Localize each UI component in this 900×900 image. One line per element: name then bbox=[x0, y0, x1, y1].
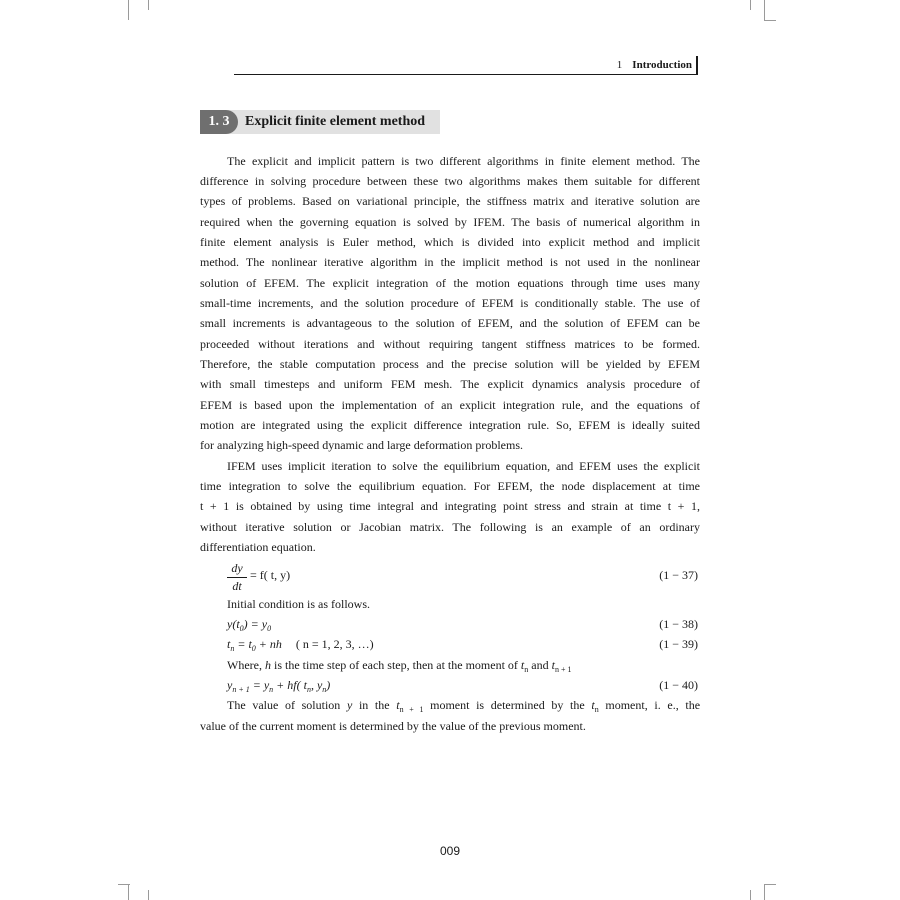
page-number: 009 bbox=[439, 844, 461, 858]
crop-mark bbox=[764, 20, 776, 21]
text-span: in the bbox=[352, 698, 397, 712]
paragraph-line: motion are integrated using the explicit difference integration rule. So, EFEM is ideally suited bbox=[200, 418, 700, 432]
text-span: t bbox=[396, 698, 400, 712]
paragraph-line: without iterative solution or Jacobian matrix. The following is an example of an ordinary bbox=[200, 520, 700, 534]
crop-mark bbox=[764, 884, 776, 885]
crop-mark bbox=[148, 0, 149, 10]
paragraph-line: for analyzing high-speed dynamic and large deformation problems. bbox=[200, 438, 524, 452]
paragraph-line: small-time increments, and the solution procedure of EFEM is conditionally stable. The use of bbox=[200, 296, 700, 310]
where-line bbox=[227, 658, 700, 672]
eq-subscript: n bbox=[230, 644, 235, 653]
eq-subscript: 0 bbox=[239, 624, 244, 633]
fraction-dy-dt bbox=[227, 561, 247, 593]
text-span: moment, i. e., the bbox=[598, 698, 701, 712]
paragraph-line: with small timesteps and uniform FEM mesh. The explicit dynamics analysis procedure of bbox=[200, 377, 700, 391]
eq-text: ) bbox=[326, 678, 331, 692]
equation-number: (1 − 39) bbox=[659, 637, 698, 651]
paragraph-line: t + 1 is obtained by using time integral and integrating point stress and strain at time t + 1, bbox=[200, 499, 700, 513]
paragraph-line: required when the governing equation is solved by IFEM. The basis of numerical algorithm in bbox=[200, 215, 700, 229]
eq-text: = t bbox=[234, 637, 252, 651]
crop-mark bbox=[764, 884, 765, 900]
text-span: Where, bbox=[227, 658, 265, 672]
paragraph-line: time integration to solve the equilibrium equation. For EFEM, the node displacement at time bbox=[200, 479, 700, 493]
text-span: is the time step of each step, then at the moment of bbox=[270, 658, 521, 672]
equation-time-step bbox=[227, 637, 374, 651]
crop-mark bbox=[750, 0, 751, 10]
eq-text: ) = y bbox=[243, 617, 268, 631]
text-span: moment is determined by the bbox=[423, 698, 592, 712]
crop-mark bbox=[148, 890, 149, 900]
text-span: t bbox=[520, 658, 525, 672]
equation-number: (1 − 40) bbox=[659, 678, 698, 692]
paragraph-line: proceeded without iterations and without requiring tangent stiffness matrices to be formed. bbox=[200, 337, 700, 351]
eq-subscript: n bbox=[322, 685, 327, 694]
crop-mark bbox=[128, 0, 129, 20]
paragraph-line bbox=[227, 698, 700, 712]
eq-subscript: 0 bbox=[267, 624, 272, 633]
equation-number: (1 − 38) bbox=[659, 617, 698, 631]
equation-initial-condition bbox=[227, 617, 271, 631]
text-span: t bbox=[591, 698, 595, 712]
text-subscript: n + 1 bbox=[399, 705, 424, 714]
eq-text: t bbox=[227, 637, 231, 651]
paragraph-line: value of the current moment is determined by the value of the previous moment. bbox=[200, 719, 586, 733]
running-header bbox=[617, 59, 692, 71]
fraction-denominator: dt bbox=[232, 579, 242, 593]
text-subscript: n bbox=[594, 705, 599, 714]
equation-number: (1 − 37) bbox=[659, 568, 698, 582]
paragraph-line: Therefore, the stable computation process and the precise solution will be yielded by EFEM bbox=[200, 357, 700, 371]
fraction-bar bbox=[227, 577, 247, 578]
header-bar bbox=[696, 56, 698, 75]
paragraph-line: finite element analysis is Euler method, which is divided into explicit method and implicit bbox=[200, 235, 700, 249]
eq-subscript: 0 bbox=[251, 644, 256, 653]
text-subscript: n bbox=[524, 665, 529, 674]
eq-text: , y bbox=[310, 678, 323, 692]
paragraph-line: types of problems. Based on variational principle, the stiffness matrix and iterative solution are bbox=[200, 194, 700, 208]
equation-euler-step bbox=[227, 678, 330, 692]
section-number: 1. 3 bbox=[200, 110, 238, 134]
chapter-title: Introduction bbox=[632, 59, 692, 71]
crop-mark bbox=[764, 0, 765, 20]
text-span: h bbox=[264, 658, 271, 672]
text-span: y bbox=[346, 698, 353, 712]
header-rule bbox=[234, 74, 698, 75]
eq-text: = y bbox=[249, 678, 270, 692]
paragraph-line: The explicit and implicit pattern is two different algorithms in finite element method. The bbox=[227, 154, 700, 168]
paragraph-line: small increments is advantageous to the solution of EFEM, and the solution of EFEM can be bbox=[200, 316, 700, 330]
eq-text: y( bbox=[227, 617, 237, 631]
text-span: The value of solution bbox=[227, 698, 347, 712]
section-title: Explicit finite element method bbox=[245, 114, 426, 129]
eq-text: ( n = 1, 2, 3, …) bbox=[295, 637, 374, 651]
eq-text: t bbox=[236, 617, 240, 631]
eq-subscript: n bbox=[306, 685, 311, 694]
equation-rhs: = f( t, y) bbox=[250, 568, 291, 582]
eq-text: y bbox=[227, 678, 233, 692]
text-subscript: n + 1 bbox=[554, 665, 572, 674]
paragraph-line: differentiation equation. bbox=[200, 540, 316, 554]
eq-text: + hf( t bbox=[273, 678, 307, 692]
chapter-number: 1 bbox=[616, 59, 623, 71]
text-span: t bbox=[551, 658, 555, 672]
crop-mark bbox=[128, 884, 129, 900]
fraction-numerator: dy bbox=[231, 561, 243, 575]
text-span: and bbox=[528, 658, 552, 672]
paragraph-line: EFEM is based upon the implementation of an explicit integration rule, and the equations of bbox=[200, 398, 700, 412]
eq-text: + nh bbox=[255, 637, 282, 651]
paragraph-line: Initial condition is as follows. bbox=[227, 597, 370, 611]
paragraph-line: IFEM uses implicit iteration to solve the equilibrium equation, and EFEM uses the explicit bbox=[227, 459, 700, 473]
section-heading bbox=[200, 110, 440, 134]
paragraph-line: solution of EFEM. The explicit integration of the motion equations through time uses many bbox=[200, 276, 700, 290]
eq-subscript: n bbox=[269, 685, 274, 694]
crop-mark bbox=[750, 890, 751, 900]
paragraph-line: difference in solving procedure between these two algorithms makes them suitable for different bbox=[200, 174, 700, 188]
eq-subscript: n + 1 bbox=[232, 685, 250, 694]
paragraph-line: method. The nonlinear iterative algorithm in the implicit method is not used in the nonlinear bbox=[200, 255, 700, 269]
